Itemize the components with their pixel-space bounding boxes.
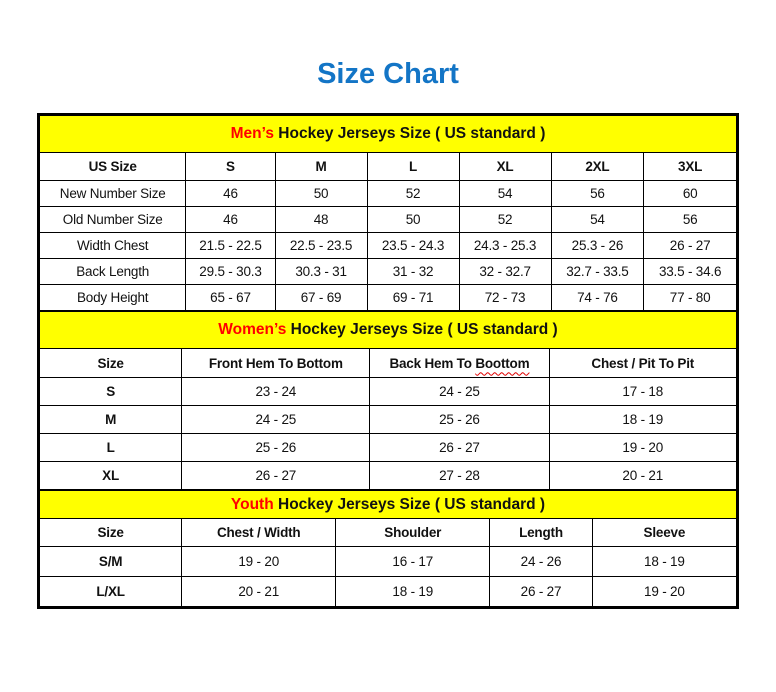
- cell-value: 74 - 76: [551, 285, 644, 311]
- column-header: 2XL: [551, 153, 644, 181]
- row-label: Old Number Size: [40, 207, 186, 233]
- column-header-misspelled: [370, 349, 549, 378]
- cell-value: 25 - 26: [370, 406, 549, 434]
- table-row: [40, 207, 737, 233]
- youth-size-table: [39, 490, 737, 607]
- cell-value: 50: [275, 181, 367, 207]
- cell-value: 77 - 80: [644, 285, 737, 311]
- cell-value: 25.3 - 26: [551, 233, 644, 259]
- cell-value: 56: [551, 181, 644, 207]
- cell-value: 26 - 27: [644, 233, 737, 259]
- column-header-text: Back Hem To: [389, 355, 476, 371]
- cell-value: 24 - 25: [182, 406, 370, 434]
- cell-value: 21.5 - 22.5: [186, 233, 275, 259]
- table-row: [40, 349, 737, 378]
- youth-section-banner: [40, 491, 737, 519]
- row-label: Width Chest: [40, 233, 186, 259]
- table-row: [40, 434, 737, 462]
- row-label: XL: [40, 462, 182, 490]
- column-header: Chest / Pit To Pit: [549, 349, 737, 378]
- spellcheck-underlined-word: Boottom: [475, 355, 530, 371]
- cell-value: 24 - 25: [370, 378, 549, 406]
- row-label: Body Height: [40, 285, 186, 311]
- youth-banner-text: Hockey Jerseys Size ( US standard ): [273, 495, 546, 513]
- cell-value: 16 - 17: [336, 547, 490, 577]
- cell-value: 72 - 73: [459, 285, 551, 311]
- cell-value: 26 - 27: [182, 462, 370, 490]
- column-header: Shoulder: [336, 519, 490, 547]
- cell-value: 50: [367, 207, 459, 233]
- cell-value: 54: [551, 207, 644, 233]
- column-header: Length: [490, 519, 592, 547]
- cell-value: 54: [459, 181, 551, 207]
- cell-value: 60: [644, 181, 737, 207]
- youth-banner-highlight: Youth: [230, 495, 274, 513]
- table-row: [40, 285, 737, 311]
- column-header: M: [275, 153, 367, 181]
- table-row: [40, 259, 737, 285]
- cell-value: 29.5 - 30.3: [186, 259, 275, 285]
- cell-value: 52: [367, 181, 459, 207]
- cell-value: 46: [186, 207, 275, 233]
- cell-value: 18 - 19: [592, 547, 736, 577]
- mens-banner-highlight: Men’s: [230, 125, 274, 142]
- column-header: XL: [459, 153, 551, 181]
- cell-value: 30.3 - 31: [275, 259, 367, 285]
- table-row: [40, 233, 737, 259]
- column-header: Size: [40, 349, 182, 378]
- cell-value: 19 - 20: [592, 577, 736, 607]
- cell-value: 25 - 26: [182, 434, 370, 462]
- table-row: [40, 491, 737, 519]
- womens-size-table: [39, 311, 737, 490]
- cell-value: 26 - 27: [490, 577, 592, 607]
- cell-value: 26 - 27: [370, 434, 549, 462]
- column-header: Sleeve: [592, 519, 736, 547]
- cell-value: 48: [275, 207, 367, 233]
- cell-value: 18 - 19: [549, 406, 737, 434]
- page-title: Size Chart: [317, 58, 459, 90]
- cell-value: 23 - 24: [182, 378, 370, 406]
- table-row: [40, 577, 737, 607]
- column-header: Chest / Width: [182, 519, 336, 547]
- cell-value: 19 - 20: [182, 547, 336, 577]
- cell-value: 19 - 20: [549, 434, 737, 462]
- column-header: S: [186, 153, 275, 181]
- table-row: [40, 116, 737, 153]
- cell-value: 46: [186, 181, 275, 207]
- cell-value: 22.5 - 23.5: [275, 233, 367, 259]
- cell-value: 24.3 - 25.3: [459, 233, 551, 259]
- row-label: S/M: [40, 547, 182, 577]
- column-header: US Size: [40, 153, 186, 181]
- cell-value: 27 - 28: [370, 462, 549, 490]
- cell-value: 24 - 26: [490, 547, 592, 577]
- column-header: Front Hem To Bottom: [182, 349, 370, 378]
- mens-section-banner: [40, 116, 737, 153]
- column-header: Size: [40, 519, 182, 547]
- mens-size-table: [39, 115, 737, 311]
- cell-value: 67 - 69: [275, 285, 367, 311]
- cell-value: 23.5 - 24.3: [367, 233, 459, 259]
- row-label: M: [40, 406, 182, 434]
- cell-value: 32.7 - 33.5: [551, 259, 644, 285]
- womens-section-banner: [40, 312, 737, 349]
- cell-value: 31 - 32: [367, 259, 459, 285]
- size-chart-container: [37, 113, 739, 609]
- cell-value: 65 - 67: [186, 285, 275, 311]
- column-header: 3XL: [644, 153, 737, 181]
- cell-value: 69 - 71: [367, 285, 459, 311]
- cell-value: 17 - 18: [549, 378, 737, 406]
- cell-value: 56: [644, 207, 737, 233]
- cell-value: 32 - 32.7: [459, 259, 551, 285]
- womens-banner-highlight: Women’s: [218, 321, 287, 338]
- row-label: L: [40, 434, 182, 462]
- column-header: L: [367, 153, 459, 181]
- row-label: S: [40, 378, 182, 406]
- cell-value: 18 - 19: [336, 577, 490, 607]
- table-row: [40, 519, 737, 547]
- table-row: [40, 378, 737, 406]
- table-row: [40, 462, 737, 490]
- row-label: New Number Size: [40, 181, 186, 207]
- row-label: L/XL: [40, 577, 182, 607]
- row-label: Back Length: [40, 259, 186, 285]
- womens-banner-text: Hockey Jerseys Size ( US standard ): [286, 321, 558, 338]
- cell-value: 33.5 - 34.6: [644, 259, 737, 285]
- table-row: [40, 153, 737, 181]
- cell-value: 20 - 21: [182, 577, 336, 607]
- table-row: [40, 406, 737, 434]
- cell-value: 20 - 21: [549, 462, 737, 490]
- mens-banner-text: Hockey Jerseys Size ( US standard ): [273, 125, 546, 142]
- table-row: [40, 312, 737, 349]
- cell-value: 52: [459, 207, 551, 233]
- table-row: [40, 181, 737, 207]
- table-row: [40, 547, 737, 577]
